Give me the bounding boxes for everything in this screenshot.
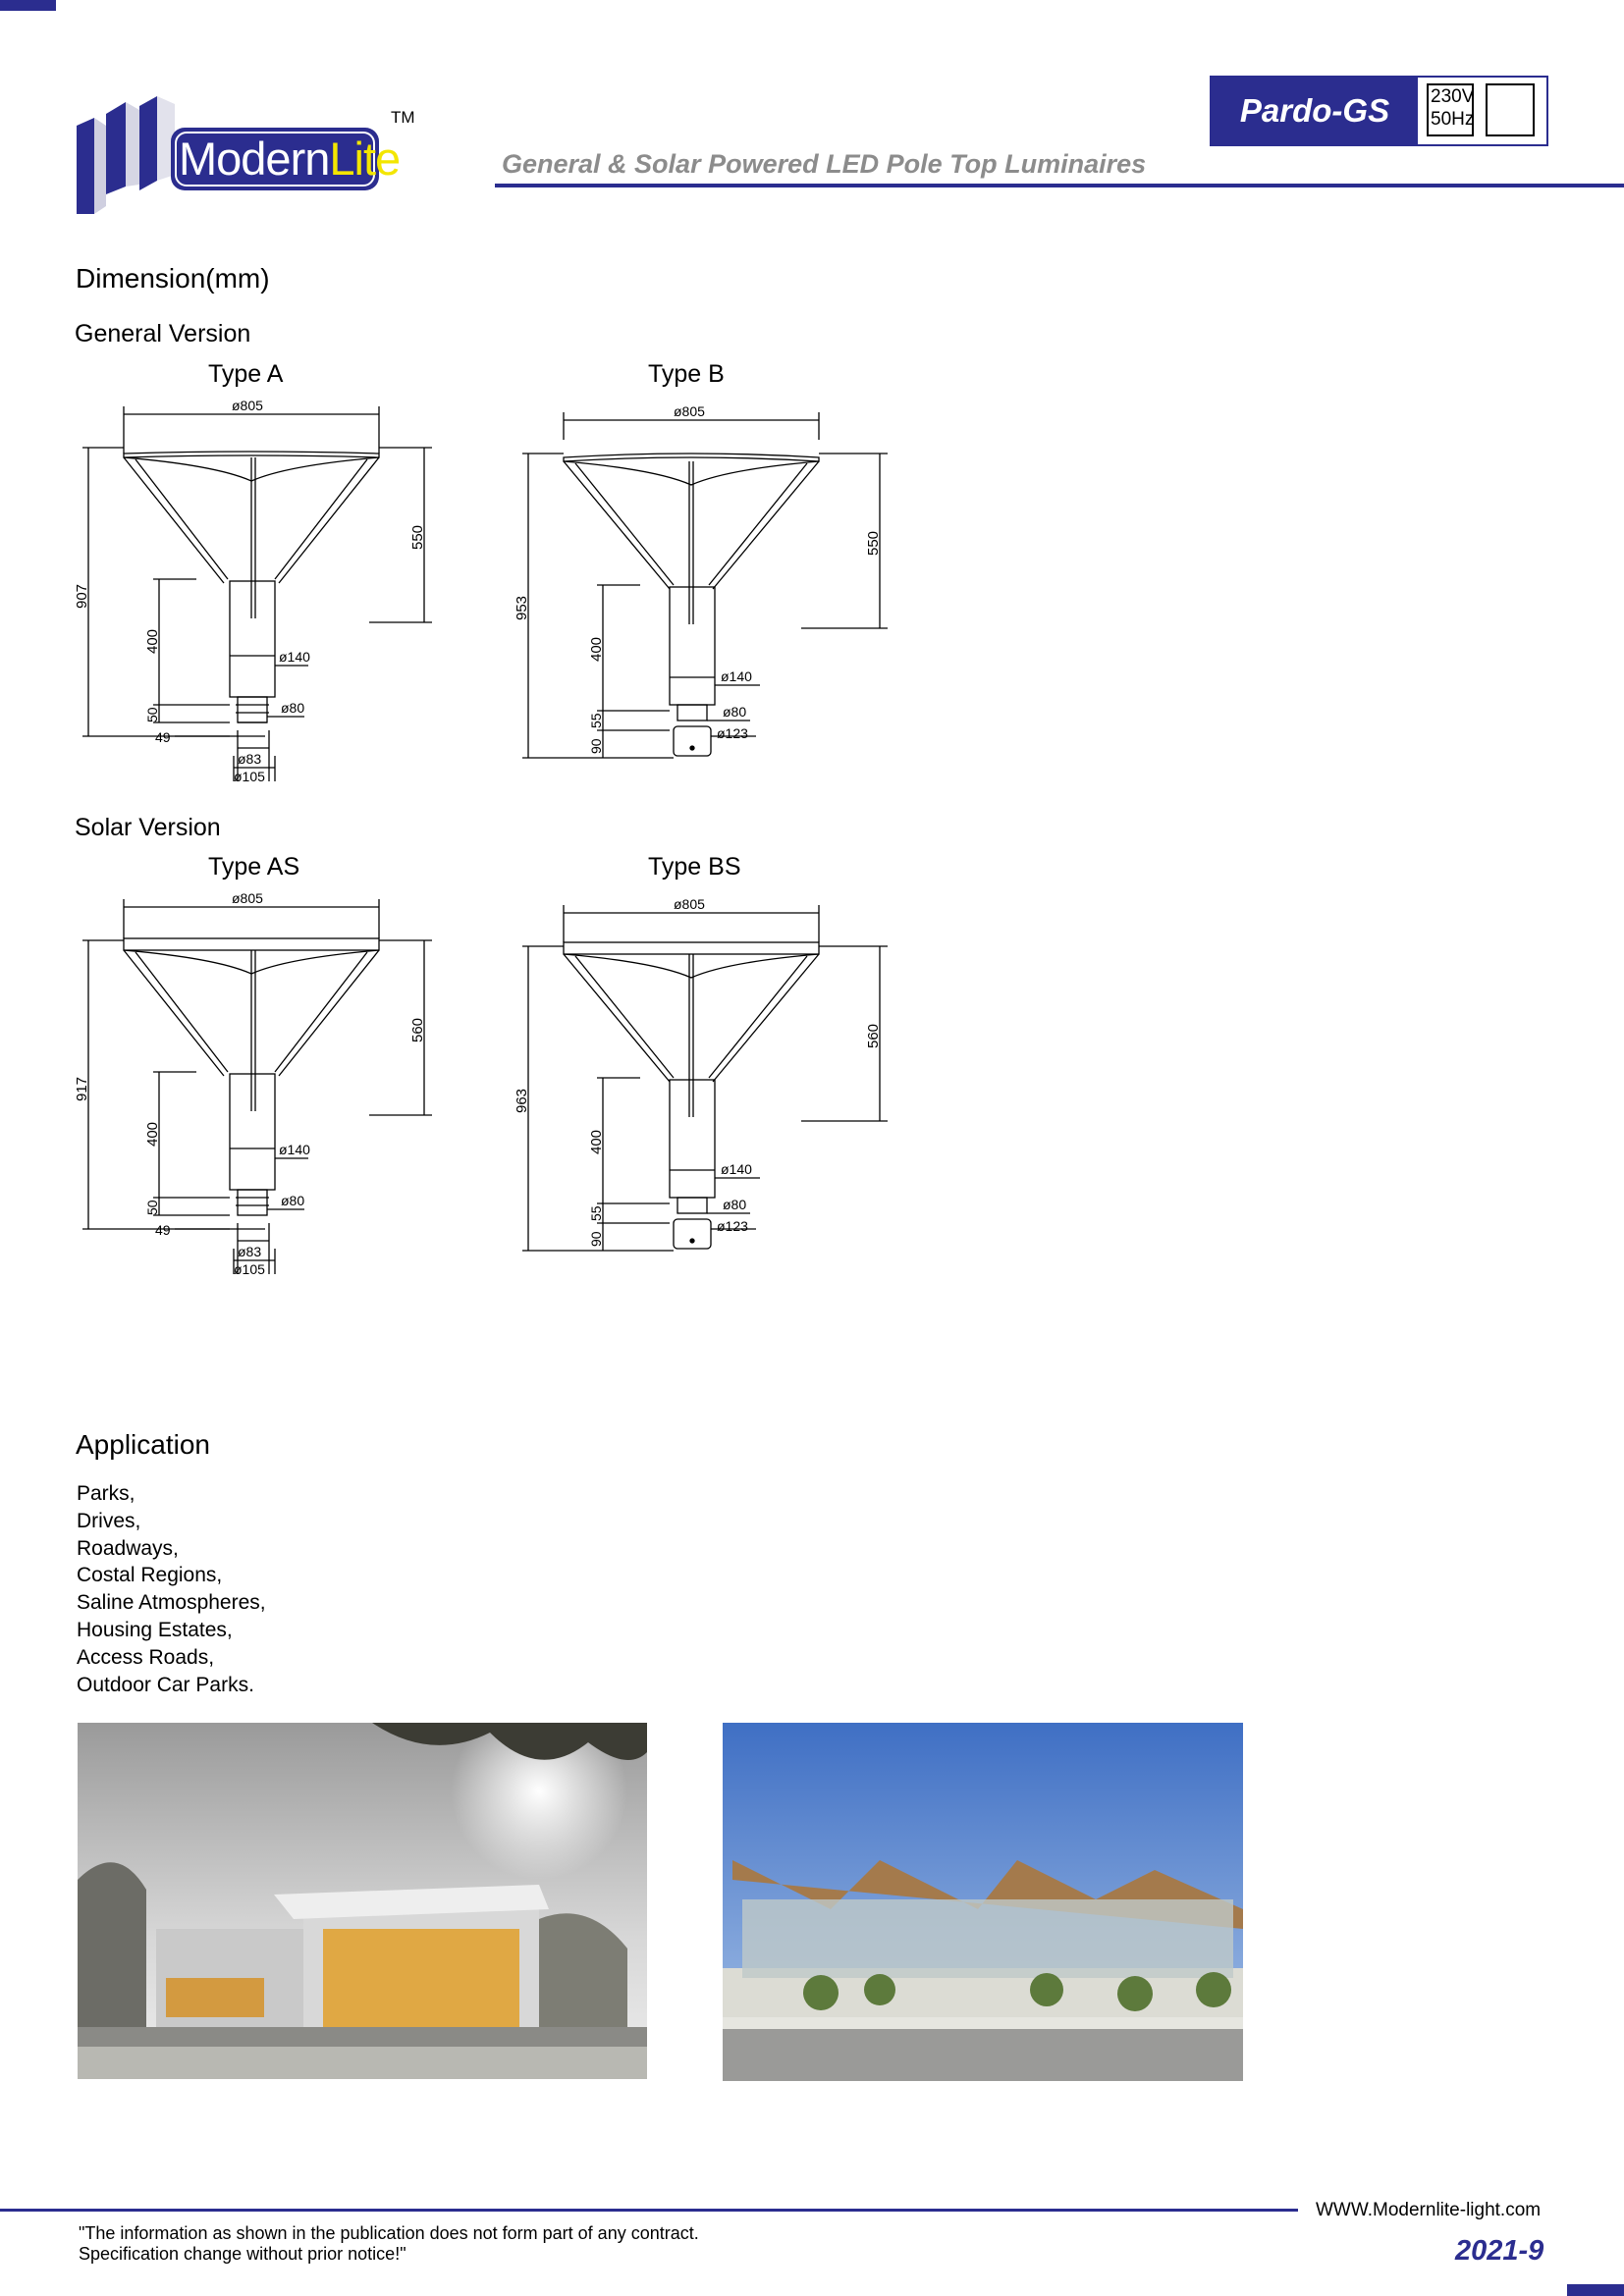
general-version-heading: General Version (75, 320, 251, 347)
footer-divider (0, 2209, 1298, 2212)
certification-box (1486, 83, 1535, 136)
list-item: Drives, (77, 1509, 141, 1532)
brand-logo (77, 96, 430, 219)
drawing-title-type-a: Type A (208, 360, 284, 388)
drawing-type-bs (511, 885, 903, 1258)
voltage-rating (1427, 83, 1474, 136)
dim-d2-as: ø105 (234, 1261, 265, 1277)
dim-body-dia-as: ø140 (279, 1142, 310, 1157)
voltage-line-2: 50Hz (1431, 109, 1475, 130)
trademark-mark: TM (391, 108, 415, 127)
list-item: Access Roads, (77, 1645, 215, 1669)
dim-neck-bs: 400 (588, 1129, 605, 1154)
dim-body-dia-a: ø140 (279, 649, 310, 665)
dim-height-bs: 963 (514, 1088, 530, 1113)
dim-top-dia-as: ø805 (232, 890, 263, 906)
product-badge (1210, 76, 1548, 146)
dim-s1-a: 50 (144, 707, 160, 722)
list-item: Parks, (77, 1482, 135, 1505)
disclaimer-line-1: "The information as shown in the publication does not form part of any contract. (79, 2223, 699, 2243)
dim-base-dia-b: ø80 (723, 704, 747, 720)
corner-accent-bottom (1567, 2284, 1624, 2296)
disclaimer-line-2: Specification change without prior notice!" (79, 2244, 406, 2264)
dim-base-dia-a: ø80 (281, 700, 305, 716)
dim-s1-as: 50 (144, 1200, 160, 1215)
dim-base2-dia-b: ø123 (717, 725, 748, 741)
drawing-type-a (69, 393, 461, 795)
dim-height-b: 953 (514, 595, 530, 620)
dim-d2-a: ø105 (234, 769, 265, 784)
logo-wordmark (179, 132, 400, 187)
drawing-type-b (511, 393, 903, 766)
logo-text-modern: Modern (179, 133, 330, 185)
logo-text-lite: Lite (329, 133, 401, 185)
dim-s1-b: 90 (588, 738, 604, 754)
dim-head-b: 550 (865, 530, 882, 556)
drawing-title-type-as: Type AS (208, 853, 300, 881)
application-heading: Application (76, 1429, 210, 1460)
application-photo-2 (723, 1723, 1243, 2081)
dim-s1-bs: 90 (588, 1231, 604, 1247)
solar-version-heading: Solar Version (75, 814, 221, 841)
header-divider (495, 184, 1624, 187)
dim-d1-as: ø83 (238, 1244, 262, 1259)
dim-head-bs: 560 (865, 1023, 882, 1048)
dim-body-dia-bs: ø140 (721, 1161, 752, 1177)
dim-neck-b: 400 (588, 636, 605, 662)
application-photo-1 (78, 1723, 647, 2079)
application-list (77, 1480, 266, 1698)
footer-website: WWW.Modernlite-light.com (1316, 2200, 1542, 2220)
dim-height-a: 907 (74, 583, 90, 609)
dim-neck-as: 400 (144, 1121, 161, 1147)
dim-base-dia-bs: ø80 (723, 1197, 747, 1212)
drawing-title-type-bs: Type BS (648, 853, 741, 881)
dim-top-dia-bs: ø805 (674, 896, 705, 912)
dim-top-dia-b: ø805 (674, 403, 705, 419)
dim-s2-b: 55 (588, 713, 604, 728)
footer-disclaimer (79, 2223, 699, 2265)
dim-head-as: 560 (409, 1017, 426, 1042)
dim-base2-dia-bs: ø123 (717, 1218, 748, 1234)
list-item: Housing Estates, (77, 1618, 233, 1641)
dim-s2-bs: 55 (588, 1205, 604, 1221)
list-item: Saline Atmospheres, (77, 1591, 266, 1615)
page-subtitle: General & Solar Powered LED Pole Top Luminaires (502, 149, 1147, 179)
dim-s2-a: 49 (155, 729, 171, 745)
dim-base-dia-as: ø80 (281, 1193, 305, 1208)
corner-accent-top (0, 0, 56, 11)
voltage-line-1: 230V (1431, 86, 1475, 107)
dimension-heading: Dimension(mm) (76, 263, 270, 294)
dim-body-dia-b: ø140 (721, 668, 752, 684)
dim-neck-a: 400 (144, 628, 161, 654)
dim-top-dia-a: ø805 (232, 398, 263, 413)
footer-date: 2021-9 (1455, 2235, 1544, 2267)
dim-d1-a: ø83 (238, 751, 262, 767)
dim-head-a: 550 (409, 524, 426, 550)
dim-s2-as: 49 (155, 1222, 171, 1238)
drawing-title-type-b: Type B (648, 360, 725, 388)
product-name: Pardo-GS (1212, 78, 1418, 144)
list-item: Costal Regions, (77, 1564, 223, 1587)
list-item: Roadways, (77, 1536, 179, 1560)
list-item: Outdoor Car Parks. (77, 1673, 254, 1696)
drawing-type-as (69, 885, 461, 1288)
dim-height-as: 917 (74, 1076, 90, 1101)
